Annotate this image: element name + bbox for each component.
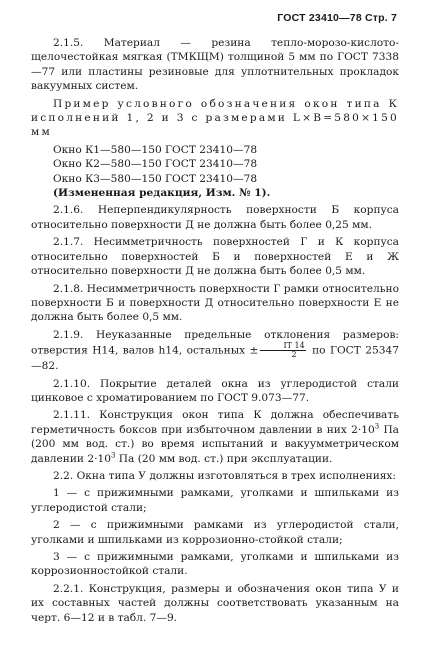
paragraph-2-1-9 — [31, 328, 399, 374]
paragraph-2-1-11 — [31, 408, 399, 466]
paragraph-2-1-5: 2.1.5. Материал — резина тепло-морозо-кислото-щелочестойкая мягкая (ТМКЩМ) толщиной 5 мм по ГОСТ 7338—77 или пластины резиновые для уплотнительных прокладок вакуумных систем. — [31, 37, 399, 93]
variant-2: 2 — с прижимными рамками из углеродистой стали, уголками и шпильками из коррозионно-стойкой стали; — [31, 519, 399, 546]
paragraph-2-1-11-part-b: Па (200 мм вод. ст.) во время испытаний и вакуумметрическом давлении 2·10 — [31, 423, 399, 465]
example-designation: Пример условного обозначения окон типа К исполнений 1, 2 и 3 с размерами L×B=580×150 мм — [31, 97, 399, 139]
variant-1: 1 — с прижимными рамками, уголками и шпильками из углеродистой стали; — [31, 487, 399, 514]
exponent: 3 — [374, 422, 380, 431]
paragraph-2-1-8: 2.1.8. Несимметричность поверхности Г рамки относительно поверхности Б и поверхности Д относительно поверхности Е не должна быть более 0,5 мм. — [31, 282, 399, 324]
page-header: ГОСТ 23410—78 Стр. 7 — [277, 12, 397, 24]
window-designation-k2: Окно К2—580—150 ГОСТ 23410—78 — [53, 158, 258, 171]
paragraph-2-1-6: 2.1.6. Неперпендикулярность поверхности Б корпуса относительно поверхности Д не должна быть более 0,25 мм. — [31, 204, 399, 231]
variant-3: 3 — с прижимными рамками, уголками и шпильками из коррозионностойкой стали. — [31, 551, 399, 578]
paragraph-2-1-9-standard: по ГОСТ 25347—82. — [31, 344, 399, 373]
window-designation-k3: Окно К3—580—150 ГОСТ 23410—78 — [53, 172, 258, 185]
paragraph-2-1-11-part-a: 2.1.11. Конструкция окон типа К должна обеспечивать герметичность боксов при избыточном давлении в них 2·10 — [31, 409, 399, 436]
exponent: 3 — [110, 451, 116, 460]
fraction-numerator: IT 14 — [260, 342, 305, 351]
paragraph-2-1-9-text: 2.1.9. Неуказанные предельные отклонения размеров: отверстия Н14, валов h14, остальных ± — [31, 328, 399, 357]
document-body — [31, 36, 399, 628]
revision-note: (Измененная редакция, Изм. № 1). — [53, 187, 271, 200]
tolerance-fraction — [260, 342, 305, 359]
paragraph-2-1-10: 2.1.10. Покрытие деталей окна из углеродистой стали цинковое с хроматированием по ГОСТ 9.073—77. — [31, 377, 399, 404]
paragraph-2-1-11-part-c: Па (20 мм вод. ст.) при эксплуатации. — [118, 452, 333, 465]
paragraph-2-1-7: 2.1.7. Несимметричность поверхностей Г и К корпуса относительно поверхностей Б и поверхностей Е и Ж относительно поверхности Д не должна быть более 0,5 мм. — [31, 236, 399, 278]
paragraph-2-2: 2.2. Окна типа У должны изготовляться в трех исполнениях: — [53, 469, 396, 482]
paragraph-2-2-1: 2.2.1. Конструкция, размеры и обозначения окон типа У и их составных частей должны соответствовать указанным на черт. 6—12 и в табл. 7—9. — [31, 582, 399, 624]
window-designation-k1: Окно К1—580—150 ГОСТ 23410—78 — [53, 143, 258, 156]
fraction-denominator: 2 — [291, 350, 297, 360]
